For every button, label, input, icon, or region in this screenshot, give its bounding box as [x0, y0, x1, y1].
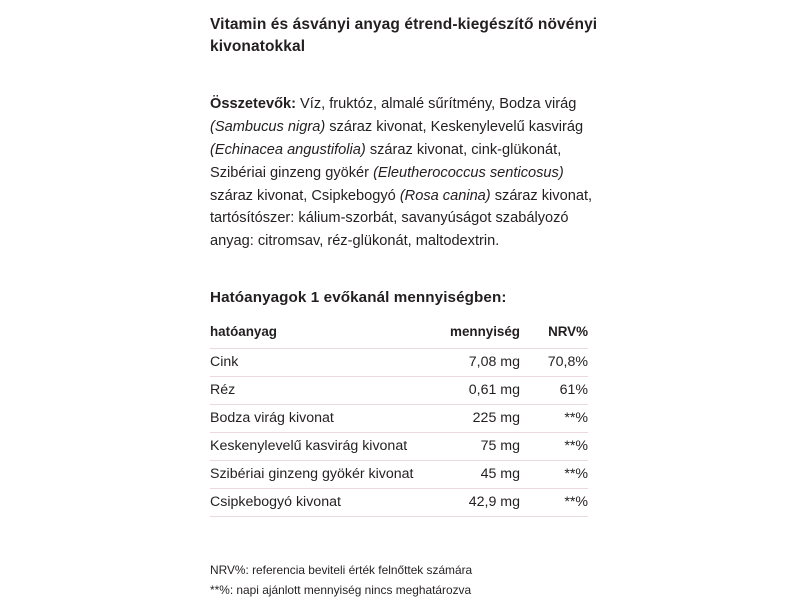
ingredient-latin-name-rosa-canina: (Rosa canina) [399, 187, 491, 204]
cell-ingredient: Keskenylevelű kasvirág kivonat [210, 438, 408, 455]
table-row [210, 489, 588, 517]
ingredients-label: Összetevők: [210, 95, 296, 112]
footnote-nrv-definition: NRV%: referencia beviteli érték felnőttek számára [210, 563, 473, 578]
table-header-row [210, 324, 588, 349]
cell-amount: 42,9 mg [468, 494, 520, 511]
column-header-nrv: NRV% [548, 324, 588, 340]
ingredients-text-3: száraz kivonat, cink-glükonát, Szibériai ginzeng gyökér [210, 141, 562, 181]
table-row [210, 349, 588, 377]
nutrition-table [210, 324, 588, 517]
cell-amount: 225 mg [472, 410, 520, 427]
nutrition-table-body [210, 349, 588, 517]
ingredients-section [210, 93, 602, 253]
ingredients-text-4: száraz kivonat, Csipkebogyó [210, 187, 400, 204]
table-row [210, 461, 588, 489]
cell-nrv: **% [564, 410, 588, 427]
ingredients-text-5: száraz kivonat, tartósítószer: kálium-szorbát, savanyúságot szabályozó anyag: citromsav, réz-glükonát, maltodextrin. [210, 187, 593, 250]
ingredient-latin-name-echinacea-angustifolia: (Echinacea angustifolia) [210, 141, 366, 158]
cell-amount: 0,61 mg [468, 382, 520, 399]
cell-amount: 75 mg [480, 438, 520, 455]
cell-nrv: 61% [559, 382, 588, 399]
cell-ingredient: Bodza virág kivonat [210, 410, 334, 427]
ingredient-latin-name-eleutherococcus-senticosus: (Eleutherococcus senticosus) [373, 164, 564, 181]
table-row [210, 377, 588, 405]
table-row [210, 405, 588, 433]
column-header-ingredient: hatóanyag [210, 324, 277, 340]
ingredient-latin-name-sambucus-nigra: (Sambucus nigra) [210, 118, 326, 135]
footnotes-section [210, 561, 602, 600]
page-title: Vitamin és ásványi anyag étrend-kiegészítő növényi kivonatokkal [210, 16, 598, 56]
footnote-asterisk-definition: **%: napi ajánlott mennyiség nincs meghatározva [210, 582, 472, 597]
cell-ingredient: Szibériai ginzeng gyökér kivonat [210, 466, 414, 483]
table-row [210, 433, 588, 461]
cell-nrv: **% [564, 494, 588, 511]
label-content [210, 14, 602, 600]
ingredients-text-2: száraz kivonat, Keskenylevelű kasvirág [325, 118, 584, 135]
column-header-amount: mennyiség [450, 324, 520, 340]
cell-nrv: 70,8% [547, 354, 588, 371]
cell-amount: 45 mg [480, 466, 520, 483]
active-ingredients-heading: Hatóanyagok 1 evőkanál mennyiségben: [210, 289, 507, 307]
ingredients-text-1: Víz, fruktóz, almalé sűrítmény, Bodza virág [295, 95, 577, 112]
nutrition-table-header [210, 324, 588, 349]
ingredients-paragraph [210, 93, 602, 253]
cell-ingredient: Csipkebogyó kivonat [210, 494, 341, 511]
cell-nrv: **% [564, 438, 588, 455]
cell-amount: 7,08 mg [468, 354, 520, 371]
cell-ingredient: Cink [210, 354, 239, 371]
active-ingredients-section [210, 289, 602, 517]
cell-ingredient: Réz [210, 382, 236, 399]
cell-nrv: **% [564, 466, 588, 483]
